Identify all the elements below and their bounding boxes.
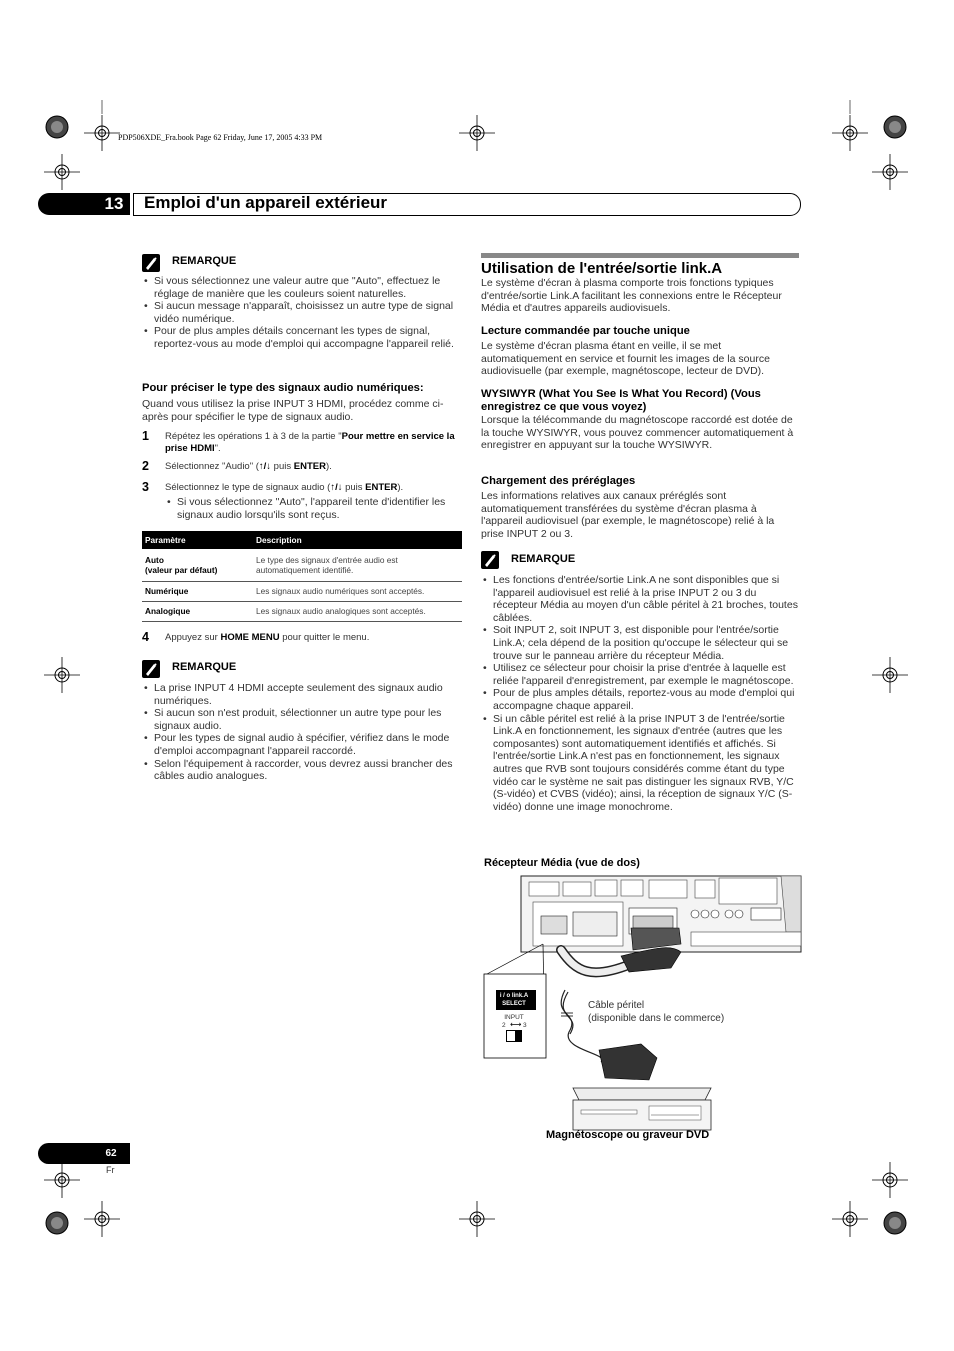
note-item: • Pour de plus amples détails, reportez-vous au mode d'emploi qui accompagne chaque appareil.: [493, 687, 799, 712]
cable-label: Câble péritel (disponible dans le commerce): [588, 1000, 725, 1024]
section-text: Quand vous utilisez la prise INPUT 3 HDMI, procédez comme ci-après pour spécifier le type de signaux audio.: [142, 398, 444, 423]
note-item: • Si vous sélectionnez une valeur autre que "Auto", effectuez le réglage de manière que les couleurs soient naturelles.: [154, 275, 462, 300]
subsection-text: Le système d'écran plasma étant en veille, il se met automatiquement en service et fournit les images de la source audiovisuelle (par exemple, magnétoscope, lecteur de DVD).: [481, 340, 770, 378]
language-code: Fr: [106, 1165, 115, 1175]
note-list: [142, 275, 462, 351]
chapter-title: Emploi d'un appareil extérieur: [144, 193, 388, 212]
subsection-text: Les informations relatives aux canaux préréglés sont automatiquement transférées du système d'écran plasma à l'appareil audiovisuel (par exemple, le magnétoscope) relié à la prise INPUT 2 ou 3.: [481, 490, 775, 540]
section-text: Le système d'écran à plasma comporte trois fonctions typiques d'entrée/sortie Link.A facilitant les connexions entre le Récepteur Média et d'autres appareils audiovisuels.: [481, 277, 782, 315]
note-heading: REMARQUE: [172, 661, 237, 673]
note-item: • Pour les types de signal audio à spécifier, vérifiez dans le mode d'emploi accompagnant l'appareil raccordé.: [154, 732, 462, 757]
note-item: • Si aucun message n'apparaît, choisissez un autre type de signal vidéo numérique.: [154, 300, 462, 325]
chapter-number: 13: [104, 194, 124, 213]
note-item: • Les fonctions d'entrée/sortie Link.A ne sont disponibles que si l'appareil audiovisuel est relié à la prise INPUT 2 ou 3 du récepteur Média au moyen d'un câble péritel à 21 broches, toutes câblées.: [493, 574, 799, 624]
note-icon: [481, 551, 499, 569]
note-list: [481, 574, 799, 813]
page-number: 62: [105, 1148, 117, 1159]
dvd-recorder-illustration: [573, 1088, 711, 1130]
note-item: • Si aucun son n'est produit, sélectionner un autre type pour les signaux audio.: [154, 707, 462, 732]
table-row: Numérique Les signaux audio numériques sont acceptés.: [142, 581, 462, 601]
step-text: Sélectionnez "Audio" (↑/↓ puis ENTER).: [165, 461, 332, 472]
note-item: • Pour de plus amples détails concernant les types de signal, reportez-vous au mode d'emploi qui accompagne l'appareil relié.: [154, 325, 462, 350]
selector-input-3: 3: [523, 1022, 527, 1029]
section-title: Utilisation de l'entrée/sortie link.A: [481, 260, 723, 277]
subsection-heading: Lecture commandée par touche unique: [481, 325, 690, 337]
step-number: 1: [142, 429, 149, 443]
selector-switch: [506, 1030, 522, 1042]
step-text: Sélectionnez le type de signaux audio (↑/↓ puis ENTER).: [165, 482, 404, 493]
note-heading: REMARQUE: [172, 255, 237, 267]
selector-arrow-icon: ⟷: [510, 1020, 522, 1029]
note-item: • Si un câble péritel est relié à la prise INPUT 3 de l'entrée/sortie Link.A en fonctionnement, les signaux d'entrée (autres que les composantes) sont automatiquement identifiés et affichés. Si l'entrée/sortie Link.A n'est pas en fonctionnement, les signaux autres que RVB sont toujours considérés comme étant du type vidéo car le système ne sait pas distinguer les signaux RVB, Y/C (S-vidéo) et CVBS (vidéo); ainsi, la réception de signaux Y/C (S-vidéo) donne une image monochrome.: [493, 713, 799, 814]
audio-type-table: [142, 531, 462, 622]
section-heading: Pour préciser le type des signaux audio numériques:: [142, 382, 424, 394]
table-row: Analogique Les signaux audio analogiques sont acceptés.: [142, 601, 462, 621]
subsection-heading: WYSIWYR (What You See Is What You Record) (Vous enregistrez ce que vous voyez): [481, 388, 761, 413]
note-icon: [142, 660, 160, 678]
note-heading: REMARQUE: [511, 553, 576, 565]
selector-label: i / o link.A SELECT: [499, 993, 529, 1007]
note-item: • Soit INPUT 2, soit INPUT 3, est disponible pour l'entrée/sortie Link.A; cela dépend de la position qu'occupe le sélecteur qui se trouve sur le panneau arrière du récepteur Média.: [493, 624, 799, 662]
note-list: [142, 682, 462, 783]
selector-input-label: INPUT: [504, 1014, 524, 1021]
step-text: Répétez les opérations 1 à 3 de la partie "Pour mettre en service la prise HDMI".: [165, 431, 455, 454]
note-icon: [142, 254, 160, 272]
note-item: • Selon l'équipement à raccorder, vous devrez aussi brancher des câbles audio analogues.: [154, 758, 462, 783]
section-rule: [481, 253, 799, 258]
table-row: Auto (valeur par défaut) Le type des signaux d'entrée audio est automatiquement identifié.: [142, 549, 462, 581]
step-number: 2: [142, 459, 149, 473]
selector-input-2: 2: [502, 1022, 506, 1029]
figure-caption-bottom: Magnétoscope ou graveur DVD: [546, 1129, 710, 1141]
print-slug: PDP506XDE_Fra.book Page 62 Friday, June 17, 2005 4:33 PM: [118, 133, 323, 142]
subsection-heading: Chargement des préréglages: [481, 475, 636, 487]
step-text: Appuyez sur HOME MENU pour quitter le menu.: [165, 632, 370, 643]
step-number: 3: [142, 480, 149, 494]
step-subnote: • Si vous sélectionnez "Auto", l'appareil tente d'identifier les signaux audio lorsqu'ils sont reçus.: [165, 496, 462, 521]
figure-caption-top: Récepteur Média (vue de dos): [484, 857, 640, 869]
table-header: Description: [253, 531, 462, 549]
table-header: Paramètre: [142, 531, 253, 549]
subsection-text: Lorsque la télécommande du magnétoscope raccordé est dotée de la touche WYSIWYR, vous pouvez commencer automatiquement à enregistrer en appuyant sur la touche WYSIWYR.: [481, 414, 794, 452]
note-item: • La prise INPUT 4 HDMI accepte seulement des signaux audio numériques.: [154, 682, 462, 707]
note-item: • Utilisez ce sélecteur pour choisir la prise d'entrée à laquelle est reliée l'appareil d'enregistrement, par exemple le magnétoscope.: [493, 662, 799, 687]
step-number: 4: [142, 630, 149, 644]
